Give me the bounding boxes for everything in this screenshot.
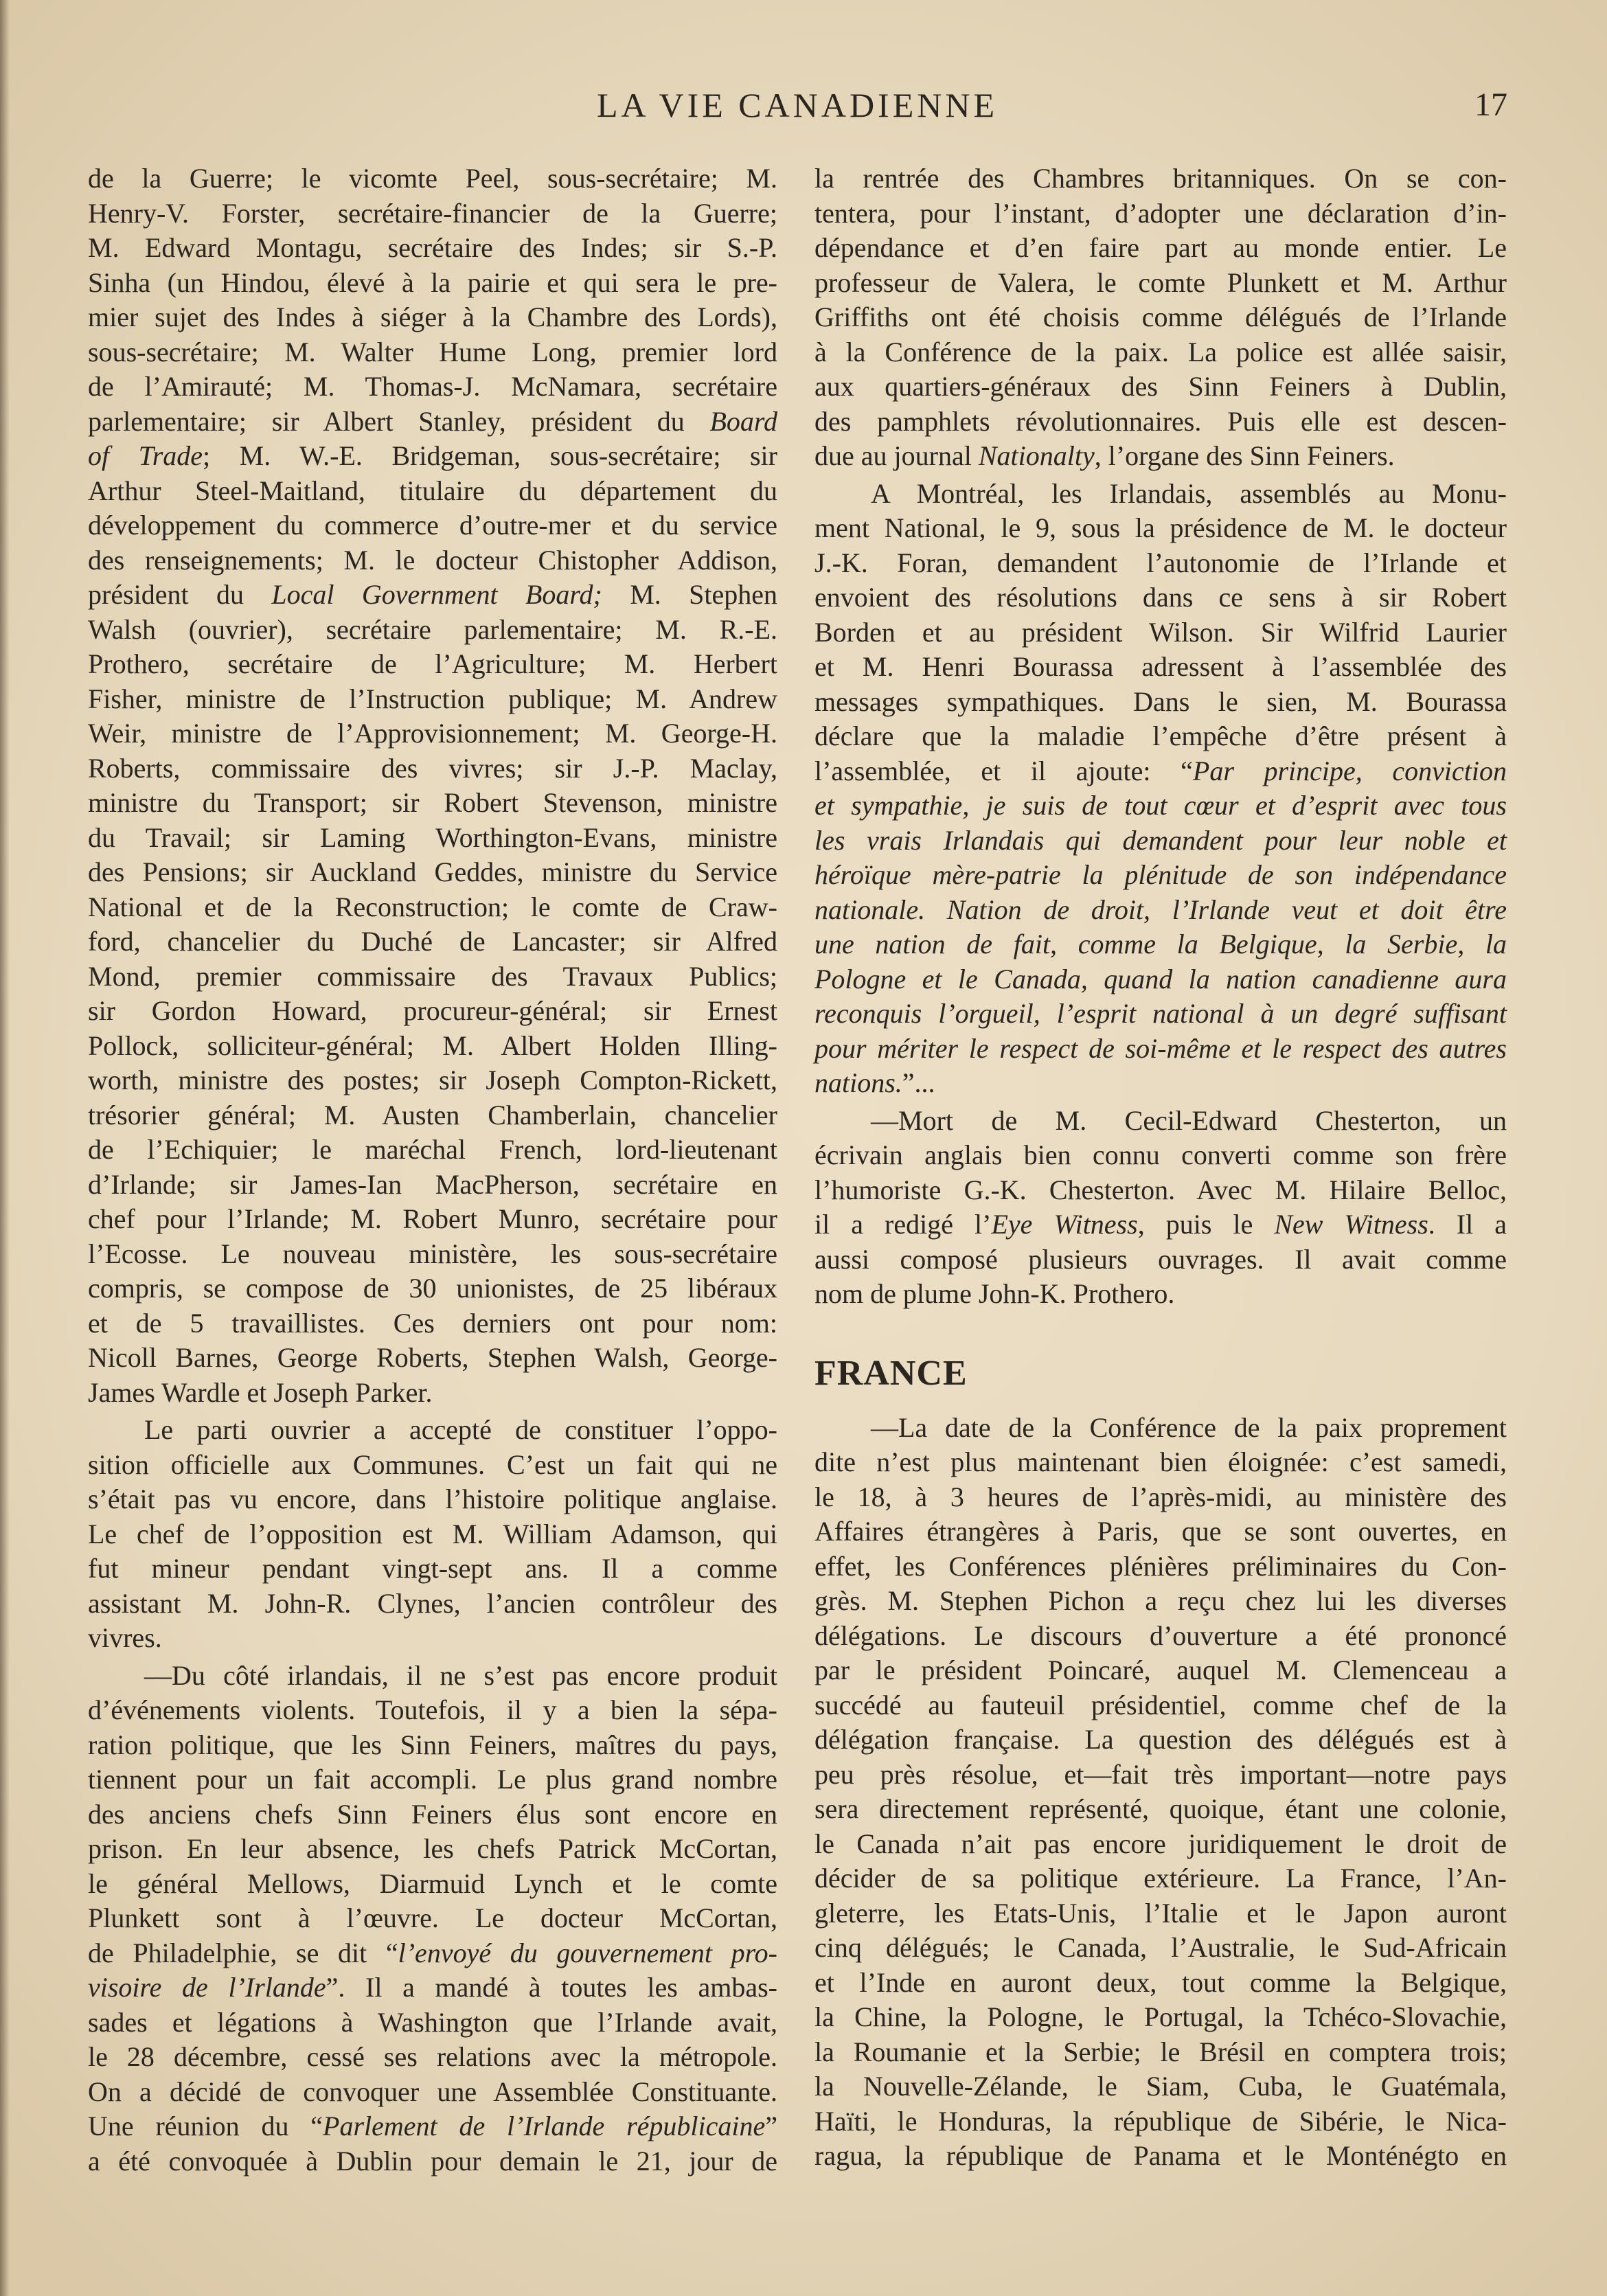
text-line: Mond, premier commissaire des Travaux Publics; bbox=[88, 960, 777, 992]
text-line: nom de plume John-K. Prothero. bbox=[814, 1278, 1175, 1309]
text-line: M. Edward Montagu, secrétaire des Indes; sir S.-P. bbox=[88, 232, 777, 263]
text-line: décider de sa politique extérieure. La France, l’An- bbox=[814, 1863, 1507, 1894]
italic-text: l’envoyé du gouvernement pro- bbox=[398, 1937, 778, 1968]
text-segment: ”... bbox=[902, 1067, 935, 1098]
text-line bbox=[88, 1970, 777, 2005]
text-line bbox=[814, 754, 1507, 789]
text-line: dite n’est plus maintenant bien éloignée: c’est samedi, bbox=[814, 1446, 1507, 1477]
text-line: de l’Amirauté; M. Thomas-J. McNamara, secrétaire bbox=[88, 371, 777, 402]
text-line: assistant M. John-R. Clynes, l’ancien contrôleur des bbox=[88, 1587, 777, 1619]
text-line: Arthur Steel-Maitland, titulaire du département du bbox=[88, 475, 777, 506]
text-line: Plunkett sont à l’œuvre. Le docteur McCortan, bbox=[88, 1902, 777, 1933]
text-line: ration politique, que les Sinn Feiners, maîtres du pays, bbox=[88, 1729, 777, 1760]
text-line: le Canada n’ait pas encore juridiquement le droit de bbox=[814, 1828, 1507, 1859]
right-column bbox=[814, 161, 1507, 2174]
text-line: Le chef de l’opposition est M. William Adamson, qui bbox=[88, 1518, 777, 1549]
text-line: Walsh (ouvrier), secrétaire parlementaire; M. R.-E. bbox=[88, 613, 777, 645]
text-line bbox=[814, 1207, 1507, 1242]
text-line: effet, les Conférences plénières préliminaires du Con- bbox=[814, 1550, 1507, 1582]
text-line: sition officielle aux Communes. C’est un fait qui ne bbox=[88, 1448, 777, 1480]
text-line bbox=[814, 962, 1507, 997]
text-line: Griffiths ont été choisis comme délégués de l’Irlande bbox=[814, 302, 1507, 332]
text-line: dépendance et d’en faire part au monde entier. Le bbox=[814, 232, 1507, 263]
text-line: ministre du Transport; sir Robert Stevenson, ministre bbox=[88, 787, 777, 818]
text-line: des anciens chefs Sinn Feiners élus sont encore en bbox=[88, 1798, 777, 1830]
text-segment: président du bbox=[88, 579, 272, 610]
paragraph bbox=[814, 1411, 1507, 2174]
text-line: la Roumanie et la Serbie; le Brésil en comptera trois; bbox=[814, 2036, 1507, 2067]
text-line: James Wardle et Joseph Parker. bbox=[88, 1376, 433, 1408]
text-line bbox=[88, 578, 777, 613]
text-line: à la Conférence de la paix. La police est allée saisir, bbox=[814, 336, 1507, 367]
text-line: —Mort de M. Cecil-Edward Chesterton, un bbox=[871, 1104, 1507, 1136]
text-line: du Travail; sir Laming Worthington-Evans, ministre bbox=[88, 821, 777, 853]
italic-text: les vrais Irlandais qui demandent pour leur noble et bbox=[814, 824, 1507, 856]
text-segment: de Philadelphie, se dit “ bbox=[88, 1937, 398, 1968]
text-line: chef pour l’Irlande; M. Robert Munro, secrétaire pour bbox=[88, 1203, 777, 1234]
text-line: sera directement représenté, quoique, étant une colonie, bbox=[814, 1793, 1507, 1824]
text-line: professeur de Valera, le comte Plunkett et M. Arthur bbox=[814, 266, 1507, 298]
text-segment: Une réunion du “ bbox=[88, 2111, 323, 2141]
text-line: Roberts, commissaire des vivres; sir J.-P. Maclay, bbox=[88, 752, 777, 784]
text-line: délégations. Le discours d’ouverture a été prononcé bbox=[814, 1619, 1507, 1651]
italic-text: Local Government Board; bbox=[271, 579, 602, 610]
text-line bbox=[814, 1032, 1507, 1067]
text-line: Pollock, solliciteur-général; M. Albert Holden Illing- bbox=[88, 1030, 777, 1061]
italic-text: Par principe, conviction bbox=[1192, 755, 1507, 786]
italic-text: Pologne et le Canada, quand la nation canadienne aura bbox=[814, 963, 1507, 994]
text-line: des pamphlets révolutionnaires. Puis elle est descen- bbox=[814, 405, 1507, 437]
text-line: Nicoll Barnes, George Roberts, Stephen Walsh, George- bbox=[88, 1342, 777, 1373]
text-line: sades et légations à Washington que l’Irlande avait, bbox=[88, 2006, 777, 2038]
text-line bbox=[814, 927, 1507, 962]
text-line: A Montréal, les Irlandais, assemblés au Monu- bbox=[871, 477, 1507, 509]
text-line: prison. En leur absence, les chefs Patrick McCortan, bbox=[88, 1833, 777, 1864]
text-line: —La date de la Conférence de la paix proprement bbox=[871, 1411, 1507, 1443]
text-segment: ”. Il a mandé à toutes les ambas- bbox=[326, 1972, 778, 2003]
text-segment: M. Stephen bbox=[602, 579, 778, 610]
running-title: LA VIE CANADIENNE bbox=[596, 86, 999, 124]
text-line: vivres. bbox=[88, 1622, 162, 1653]
text-segment: ; M. W.-E. Bridgeman, sous-secrétaire; sir bbox=[203, 440, 777, 471]
text-line: la Chine, la Pologne, le Portugal, la Tchéco-Slovachie, bbox=[814, 2001, 1507, 2032]
text-line: et M. Henri Bourassa adressent à l’assemblée des bbox=[814, 651, 1507, 682]
italic-text: Eye Witness bbox=[991, 1209, 1138, 1240]
text-line: le 18, à 3 heures de l’après-midi, au ministère des bbox=[814, 1481, 1507, 1512]
text-line: tiennent pour un fait accompli. Le plus grand nombre bbox=[88, 1764, 777, 1795]
italic-text: nations. bbox=[814, 1067, 902, 1098]
text-line bbox=[88, 1936, 777, 1971]
text-line: tentera, pour l’instant, d’adopter une déclaration d’in- bbox=[814, 197, 1507, 229]
italic-text: reconquis l’orgueil, l’esprit national à un degré suffisant bbox=[814, 998, 1507, 1029]
text-line bbox=[814, 1066, 1507, 1101]
text-line: sir Gordon Howard, procureur-général; sir Ernest bbox=[88, 995, 777, 1026]
text-line: d’événements violents. Toutefois, il y a bien la sépa- bbox=[88, 1694, 777, 1725]
text-line: Weir, ministre de l’Approvisionnement; M. George-H. bbox=[88, 718, 777, 749]
text-line bbox=[814, 893, 1507, 928]
text-line: délégation française. La question des délégués est à bbox=[814, 1724, 1507, 1755]
text-line: s’était pas vu encore, dans l’histoire politique anglaise. bbox=[88, 1484, 777, 1514]
paragraph bbox=[88, 1413, 777, 1656]
text-line: J.-K. Foran, demandent l’autonomie de l’Irlande et bbox=[814, 547, 1507, 578]
paragraph bbox=[88, 161, 777, 1410]
italic-text: et sympathie, je suis de tout cœur et d’esprit avec tous bbox=[814, 790, 1507, 821]
text-line: Borden et au président Wilson. Sir Wilfrid Laurier bbox=[814, 616, 1507, 648]
text-line: envoient des résolutions dans ce sens à sir Robert bbox=[814, 582, 1507, 613]
text-line: de la Guerre; le vicomte Peel, sous-secrétaire; M. bbox=[88, 163, 777, 194]
text-line: On a décidé de convoquer une Assemblée Constituante. bbox=[88, 2076, 777, 2107]
text-line: le 28 décembre, cessé ses relations avec la métropole. bbox=[88, 2041, 777, 2072]
text-line: messages sympathiques. Dans le sien, M. Bourassa bbox=[814, 685, 1507, 717]
text-line: aux quartiers-généraux des Sinn Feiners à Dublin, bbox=[814, 371, 1507, 402]
italic-text: visoire de l’Irlande bbox=[88, 1972, 326, 2003]
text-segment: ” bbox=[765, 2111, 777, 2141]
text-segment: parlementaire; sir Albert Stanley, président du bbox=[88, 405, 710, 437]
italic-text: Board bbox=[709, 405, 777, 437]
italic-text: une nation de fait, comme la Belgique, la Serbie, la bbox=[814, 929, 1507, 959]
text-segment: il a redigé l’ bbox=[814, 1209, 992, 1240]
text-line: des renseignements; M. le docteur Chistopher Addison, bbox=[88, 544, 777, 576]
text-line: cinq délégués; le Canada, l’Australie, le Sud-Africain bbox=[814, 1932, 1507, 1963]
text-line: —Du côté irlandais, il ne s’est pas encore produit bbox=[144, 1659, 777, 1691]
text-line: Henry-V. Forster, secrétaire-financier de la Guerre; bbox=[88, 197, 777, 229]
text-line: l’humoriste G.-K. Chesterton. Avec M. Hilaire Belloc, bbox=[814, 1174, 1507, 1205]
text-segment: l’assemblée, et il ajoute: “ bbox=[814, 755, 1193, 786]
text-line bbox=[88, 405, 777, 440]
text-line: Sinha (un Hindou, élevé à la pairie et qui sera le pre- bbox=[88, 266, 777, 298]
text-line: mier sujet des Indes à siéger à la Chambre des Lords), bbox=[88, 302, 777, 332]
text-line: et l’Inde en auront deux, tout comme la Belgique, bbox=[814, 1966, 1507, 1998]
paragraph bbox=[814, 477, 1507, 1101]
text-line: Prothero, secrétaire de l’Agriculture; M. Herbert bbox=[88, 648, 777, 679]
text-line: trésorier général; M. Austen Chamberlain, chancelier bbox=[88, 1099, 777, 1130]
page-number: 17 bbox=[1474, 87, 1507, 123]
text-line: de l’Echiquier; le maréchal French, lord-lieutenant bbox=[88, 1134, 777, 1165]
italic-text: Nationalty bbox=[978, 440, 1095, 471]
text-line bbox=[814, 788, 1507, 823]
text-segment: , l’organe des Sinn Feiners. bbox=[1094, 440, 1395, 471]
text-line: ment National, le 9, sous la présidence de M. le docteur bbox=[814, 512, 1507, 543]
text-line: compris, se compose de 30 unionistes, de 25 libéraux bbox=[88, 1273, 777, 1304]
text-line bbox=[88, 2109, 777, 2144]
text-line: National et de la Reconstruction; le comte de Craw- bbox=[88, 891, 777, 922]
italic-text: héroïque mère-patrie la plénitude de son indépendance bbox=[814, 859, 1507, 890]
text-line: la Nouvelle-Zélande, le Siam, Cuba, le Guatémala, bbox=[814, 2071, 1507, 2102]
italic-text: New Witness bbox=[1274, 1209, 1428, 1240]
text-line: aussi composé plusieurs ouvrages. Il avait comme bbox=[814, 1243, 1507, 1275]
text-line: ford, chancelier du Duché de Lancaster; sir Alfred bbox=[88, 926, 777, 957]
text-segment: . Il a bbox=[1428, 1209, 1507, 1240]
text-line bbox=[814, 823, 1507, 859]
text-line: déclare que la maladie l’empêche d’être présent à bbox=[814, 720, 1507, 751]
text-line: l’Ecosse. Le nouveau ministère, les sous-secrétaire bbox=[88, 1238, 777, 1269]
text-line: Affaires étrangères à Paris, que se sont ouvertes, en bbox=[814, 1516, 1507, 1547]
text-line: des Pensions; sir Auckland Geddes, ministre du Service bbox=[88, 856, 777, 887]
text-line: sous-secrétaire; M. Walter Hume Long, premier lord bbox=[88, 336, 777, 367]
text-line bbox=[814, 439, 1507, 474]
text-line: Fisher, ministre de l’Instruction publique; M. Andrew bbox=[88, 683, 777, 714]
italic-text: pour mériter le respect de soi-même et le respect des autres bbox=[814, 1032, 1507, 1064]
text-line: worth, ministre des postes; sir Joseph Compton-Rickett, bbox=[88, 1065, 777, 1095]
text-segment: , puis le bbox=[1137, 1209, 1275, 1240]
text-line: fut mineur pendant vingt-sept ans. Il a comme bbox=[88, 1553, 777, 1584]
text-line: d’Irlande; sir James-Ian MacPherson, secrétaire en bbox=[88, 1168, 777, 1200]
text-line: développement du commerce d’outre-mer et du service bbox=[88, 510, 777, 541]
text-line bbox=[88, 439, 777, 474]
text-line: et de 5 travaillistes. Ces derniers ont pour nom: bbox=[88, 1307, 777, 1339]
left-column bbox=[88, 161, 777, 2179]
text-line: peu près résolue, et—fait très important—notre pays bbox=[814, 1758, 1507, 1790]
text-segment: due au journal bbox=[814, 440, 979, 471]
text-line: le général Mellows, Diarmuid Lynch et le comte bbox=[88, 1867, 777, 1899]
paragraph bbox=[814, 1104, 1507, 1312]
text-line: succédé au fauteuil présidentiel, comme chef de la bbox=[814, 1689, 1507, 1720]
text-line: la rentrée des Chambres britanniques. On se con- bbox=[814, 163, 1507, 194]
text-line: ragua, la république de Panama et le Monténégto en bbox=[814, 2140, 1507, 2171]
text-line: Haïti, le Honduras, la république de Sibérie, le Nica- bbox=[814, 2105, 1507, 2137]
text-line: gleterre, les Etats-Unis, l’Italie et le Japon auront bbox=[814, 1897, 1507, 1929]
text-line: grès. M. Stephen Pichon a reçu chez lui les diverses bbox=[814, 1585, 1507, 1616]
text-line: Le parti ouvrier a accepté de constituer l’oppo- bbox=[144, 1414, 777, 1445]
section-heading: FRANCE bbox=[814, 1353, 968, 1393]
italic-text: of Trade bbox=[88, 440, 203, 471]
text-line bbox=[814, 858, 1507, 893]
text-line: a été convoquée à Dublin pour demain le 21, jour de bbox=[88, 2145, 777, 2176]
text-line: par le président Poincaré, auquel M. Clemenceau a bbox=[814, 1655, 1507, 1685]
italic-text: nationale. Nation de droit, l’Irlande veut et doit être bbox=[814, 894, 1507, 925]
paragraph bbox=[88, 1659, 777, 2179]
paragraph bbox=[814, 161, 1507, 474]
italic-text: Parlement de l’Irlande républicaine bbox=[323, 2111, 766, 2141]
text-line: écrivain anglais bien connu converti comme son frère bbox=[814, 1139, 1507, 1170]
text-line bbox=[814, 997, 1507, 1032]
